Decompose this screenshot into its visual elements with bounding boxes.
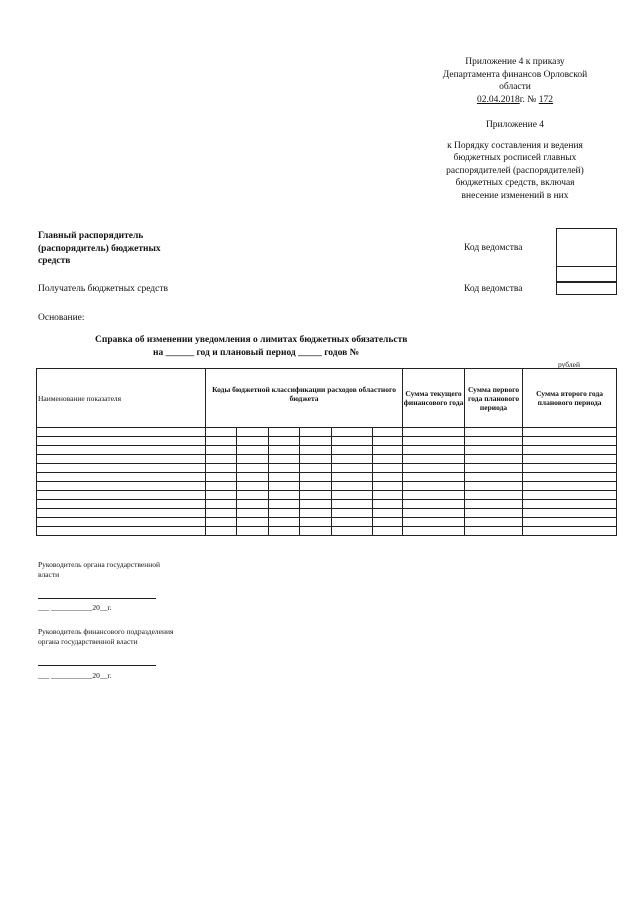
- col-current-header: Сумма текущего финансового года: [403, 369, 465, 428]
- form-title-line-1: Справка об изменении уведомления о лимитах бюджетных обязательств: [95, 335, 408, 345]
- limits-table: [36, 368, 617, 536]
- attachment-header: [440, 56, 590, 106]
- col-codes-header: Коды бюджетной классификации расходов областного бюджета: [206, 369, 403, 428]
- table-row: [37, 428, 617, 437]
- head-authority-title-2: власти: [38, 570, 60, 579]
- main-manager-line: средств: [38, 256, 71, 266]
- order-number: 172: [538, 94, 553, 105]
- head-authority-title: Руководитель органа государственной: [38, 560, 161, 569]
- code-box-1[interactable]: [556, 228, 617, 282]
- signature-line-1[interactable]: [38, 598, 156, 599]
- appendix-line: распорядителей (распорядителей): [446, 165, 584, 176]
- table-row: [37, 509, 617, 518]
- head-authority-block: [38, 560, 238, 580]
- code-box-2[interactable]: [556, 282, 617, 295]
- signature-line-2[interactable]: [38, 665, 156, 666]
- head-finance-block: [38, 627, 248, 647]
- table-row: [37, 500, 617, 509]
- form-title-line-2: на ______ год и плановый период _____ годов №: [153, 347, 360, 358]
- table-row: [37, 482, 617, 491]
- order-date-suffix: г. №: [519, 94, 539, 105]
- attachment-date-number: [440, 94, 590, 107]
- table-row: [37, 437, 617, 446]
- appendix-line: к Порядку составления и ведения: [447, 140, 583, 151]
- col-first-header: Сумма первого года планового периода: [465, 369, 523, 428]
- main-manager-line: (распорядитель) бюджетных: [38, 243, 161, 254]
- attachment-line-3: области: [499, 82, 531, 92]
- table-row: [37, 473, 617, 482]
- col-name-header: Наименование показателя: [37, 369, 206, 428]
- attachment-line-1: Приложение 4 к приказу: [465, 57, 565, 67]
- table-row: [37, 446, 617, 455]
- head-finance-title-2: органа государственной власти: [38, 637, 138, 646]
- recipient-label: Получатель бюджетных средств: [38, 284, 168, 294]
- col-second-header: Сумма второго года планового периода: [523, 369, 617, 428]
- unit-label: рублей: [558, 360, 581, 369]
- table-row: [37, 518, 617, 527]
- main-manager-line: Главный распорядитель: [38, 231, 144, 241]
- table-row: [37, 455, 617, 464]
- main-manager-label: [38, 230, 198, 268]
- appendix-block: [440, 119, 590, 202]
- code-label-2: Код ведомства: [464, 284, 523, 294]
- table-header-row: [37, 369, 617, 428]
- attachment-line-2: Департамента финансов Орловской: [442, 69, 588, 80]
- appendix-line: бюджетных средств, включая: [455, 178, 575, 188]
- appendix-line: бюджетных росписей главных: [453, 153, 577, 163]
- form-title: [95, 334, 455, 359]
- appendix-line: внесение изменений в них: [461, 190, 569, 201]
- head-finance-title: Руководитель финансового подразделения: [38, 627, 174, 636]
- table-row: [37, 491, 617, 500]
- date-line-1[interactable]: ___ ___________20__г.: [38, 603, 112, 612]
- basis-label: Основание:: [38, 313, 85, 323]
- appendix-title: Приложение 4: [485, 120, 545, 130]
- table-row: [37, 527, 617, 536]
- date-line-2[interactable]: ___ ___________20__г.: [38, 671, 112, 680]
- table-row: [37, 464, 617, 473]
- order-date: 02.04.2018: [476, 94, 520, 105]
- code-box-divider: [557, 266, 616, 267]
- code-label-1: Код ведомства: [464, 243, 523, 253]
